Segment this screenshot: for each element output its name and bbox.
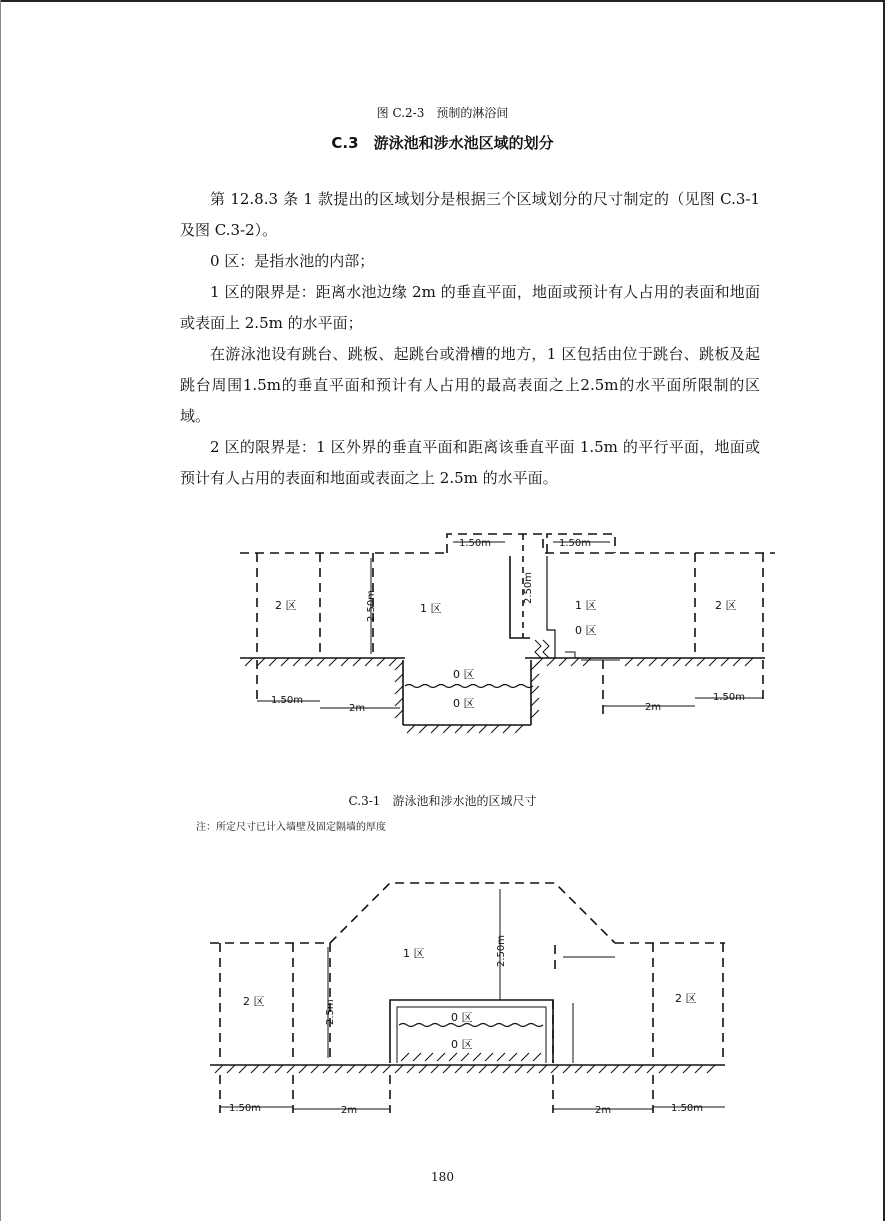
section-heading: C.3 游泳池和涉水池区域的划分 (331, 134, 554, 152)
zone-0-label-upper: 0 区 (451, 1011, 473, 1024)
dim-2-5m: 2.5m (325, 999, 336, 1025)
dim-1-50m-right: 1.50m (671, 1103, 704, 1114)
zone-1-label: 1 区 (403, 947, 425, 960)
dim-2m-left: 2m (349, 703, 366, 714)
figure-c3-2-diagram (205, 875, 765, 1125)
page-border-left (0, 0, 1, 1221)
zone-2-label-left: 2 区 (243, 995, 265, 1008)
dim-2-50m-left: 2.50m (366, 589, 377, 622)
paragraph: 1 区的限界是：距离水池边缘 2m 的垂直平面，地面或预计有人占用的表面和地面或表面上 2.5m 的水平面； (180, 283, 760, 332)
page-border-top (0, 0, 885, 2)
dim-1-50m-platform-right: 1.50m (559, 538, 592, 549)
zone-2-label-right: 2 区 (675, 992, 697, 1005)
dim-1-50m-platform-left: 1.50m (459, 538, 492, 549)
paragraph: 在游泳池设有跳台、跳板、起跳台或滑槽的地方，1 区包括由位于跳台、跳板及起跳台周围1.5m的垂直平面和预计有人占用的最高表面之上2.5m的水平面所限制的区域。 (180, 345, 760, 425)
figure-caption-c3-1: C.3-1 游泳池和涉水池的区域尺寸 (348, 794, 537, 808)
dim-2-50m: 2.50m (496, 934, 507, 967)
dim-2m-right: 2m (645, 702, 662, 713)
paragraph: 0 区：是指水池的内部； (210, 252, 375, 270)
zone-1-label-left: 1 区 (420, 602, 442, 615)
dim-2m-left: 2m (341, 1105, 358, 1116)
paragraph: 第 12.8.3 条 1 款提出的区域划分是根据三个区域划分的尺寸制定的（见图 C.3-1 及图 C.3-2）。 (180, 190, 760, 239)
body-text (180, 184, 760, 494)
zone-0-label-platform: 0 区 (575, 624, 597, 637)
figure-note: 注：所定尺寸已计入墙壁及固定隔墙的厚度 (196, 822, 386, 833)
zone-0-label-upper: 0 区 (453, 668, 475, 681)
dim-2-50m-platform: 2.50m (523, 571, 534, 604)
zone-0-label-lower: 0 区 (453, 697, 475, 710)
page-number: 180 (431, 1170, 454, 1184)
dim-1-50m-right: 1.50m (713, 692, 746, 703)
figure-caption-c2-3: 图 C.2-3 预制的淋浴间 (376, 106, 509, 120)
zone-diagram-1 (225, 520, 785, 735)
zone-2-label-right: 2 区 (715, 599, 737, 612)
zone-diagram-2 (205, 875, 765, 1125)
zone-2-label-left: 2 区 (275, 599, 297, 612)
dim-1-50m-left: 1.50m (229, 1103, 262, 1114)
figure-c3-1-diagram (225, 520, 785, 735)
paragraph: 2 区的限界是：1 区外界的垂直平面和距离该垂直平面 1.5m 的平行平面，地面或预计有人占用的表面和地面或表面之上 2.5m 的水平面。 (180, 438, 760, 487)
dim-1-50m-left: 1.50m (271, 695, 304, 706)
dim-2m-right: 2m (595, 1105, 612, 1116)
ground-hatch (215, 1065, 715, 1073)
zone-1-label-right: 1 区 (575, 599, 597, 612)
ground-hatch (245, 658, 753, 666)
zone-0-label-lower: 0 区 (451, 1038, 473, 1051)
